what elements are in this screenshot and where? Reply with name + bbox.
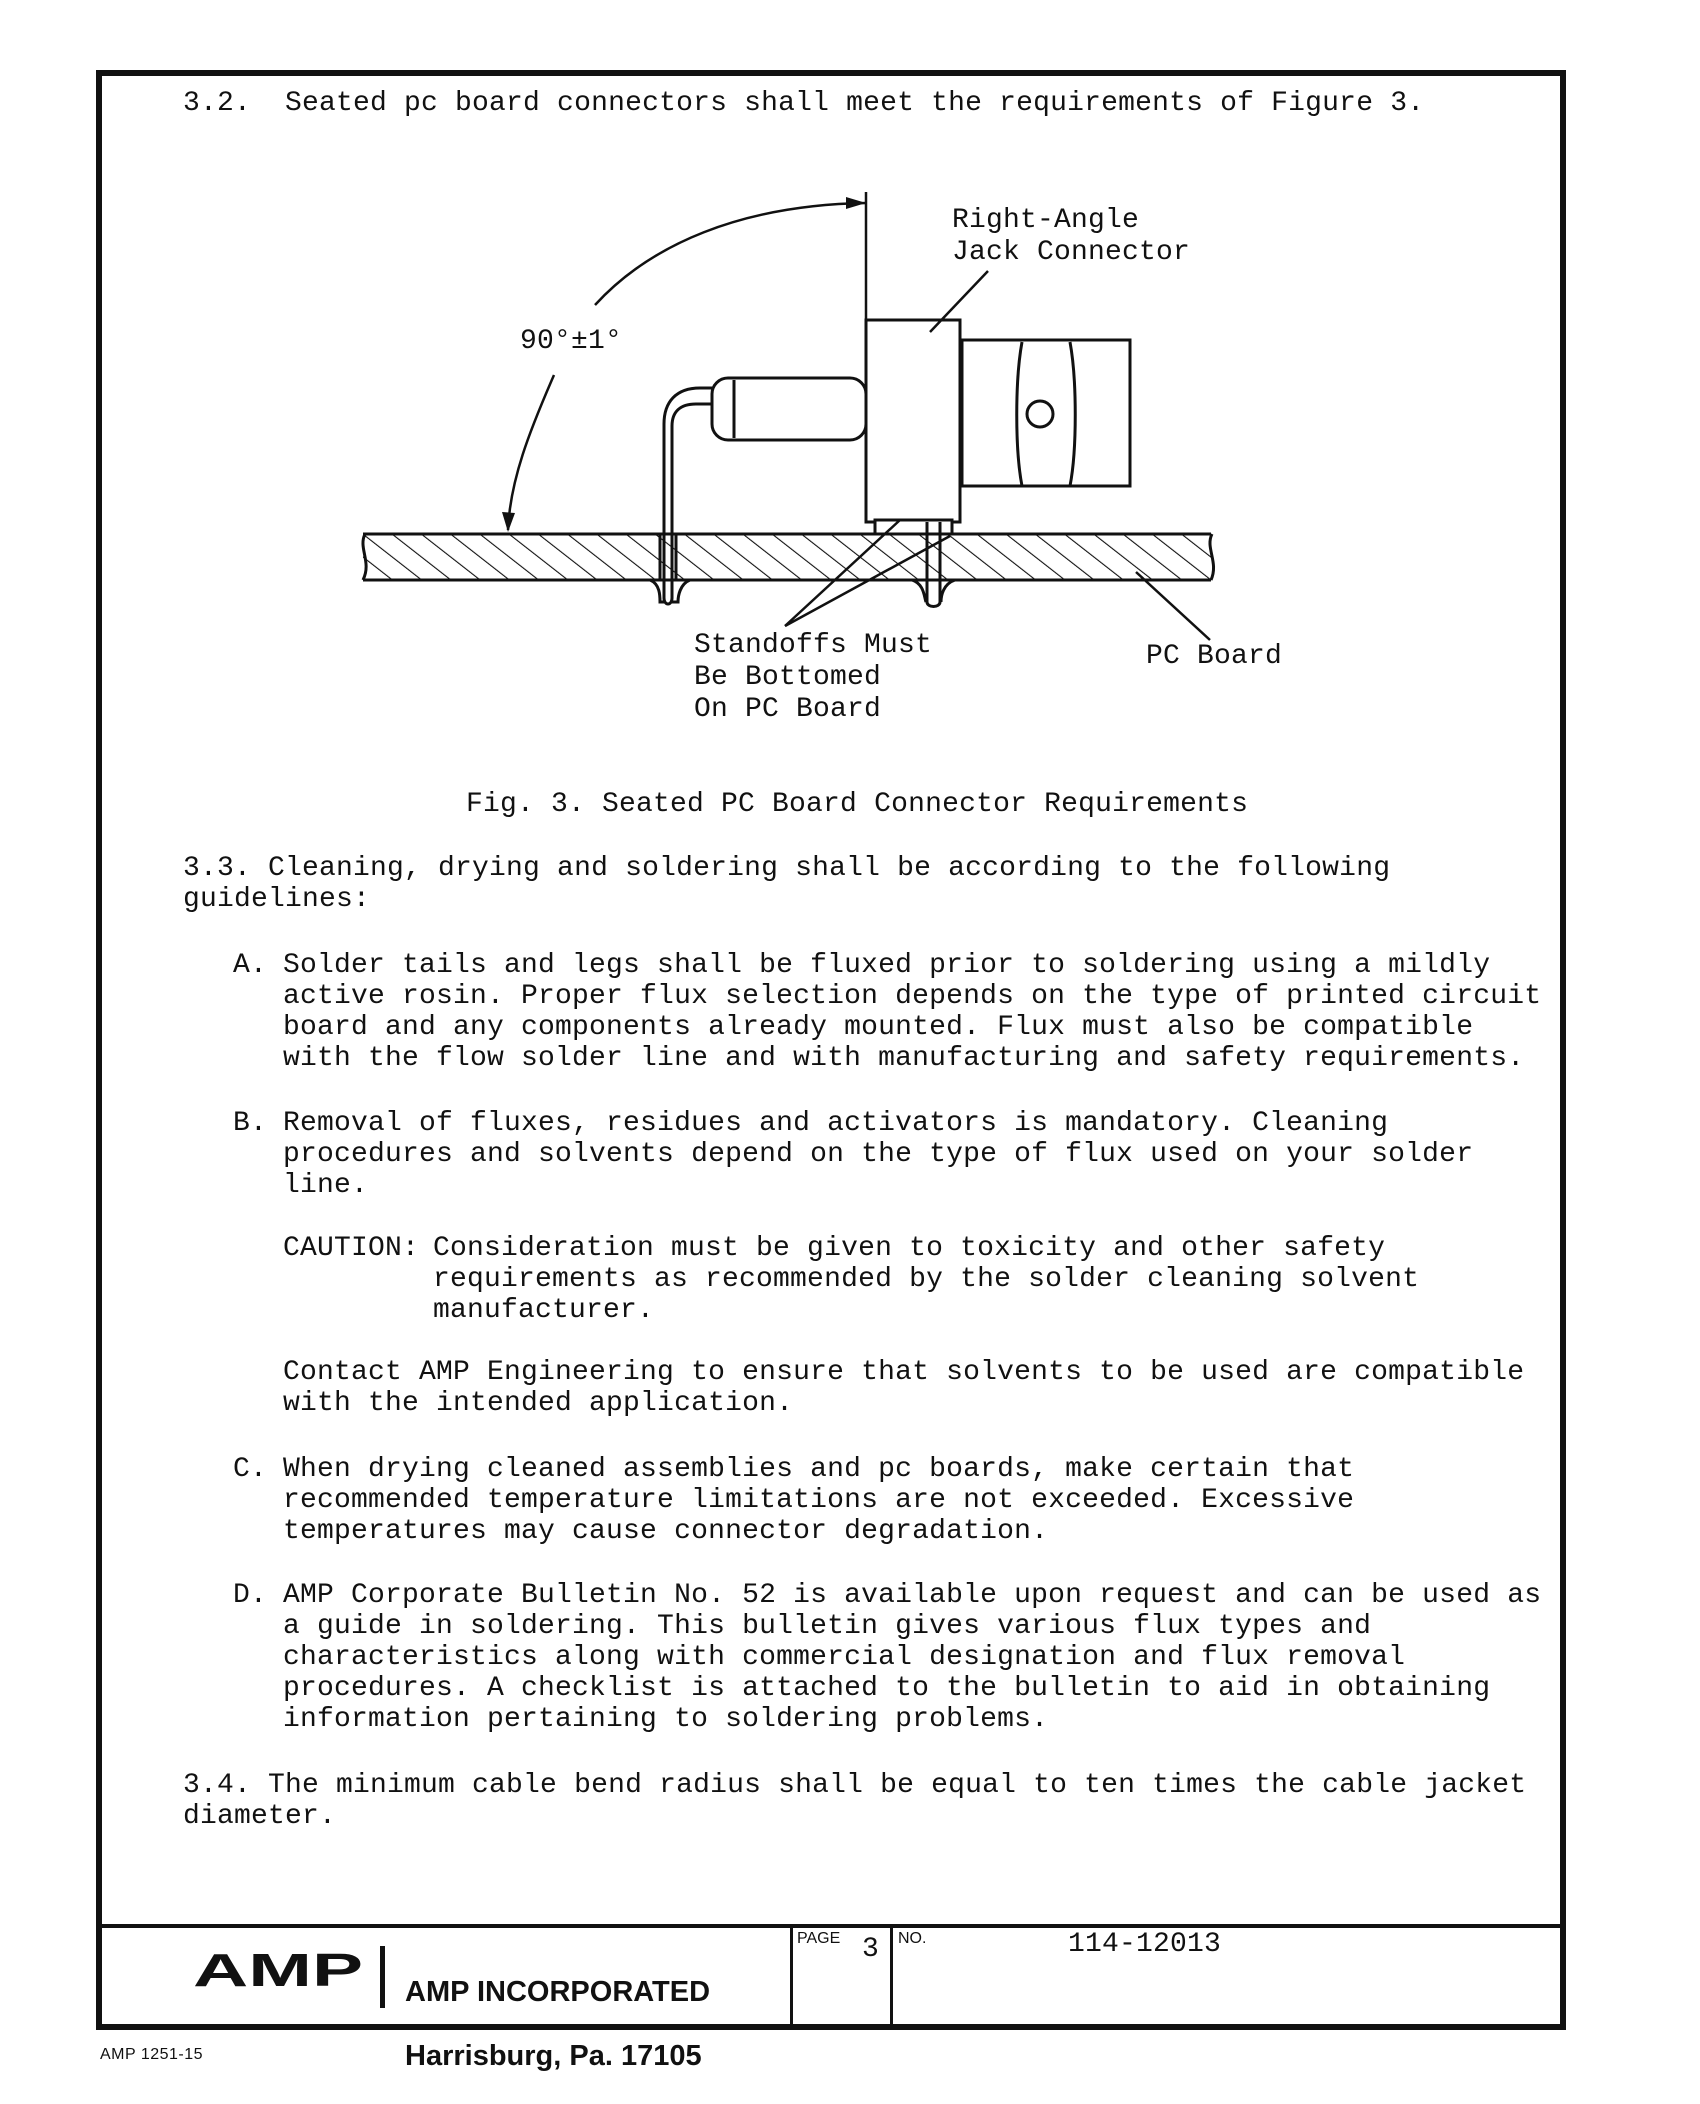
form-number: AMP 1251-15 <box>100 2046 204 2063</box>
connector-body <box>866 320 1130 534</box>
footer-vline-no <box>890 1926 893 2030</box>
document-number: 114-12013 <box>1068 1929 1222 1960</box>
item-b-letter: B. <box>233 1108 268 1139</box>
caution-text: Consideration must be given to toxicity and other safety requirements as recommended by the solder cleaning solvent manufacturer. <box>433 1233 1420 1326</box>
item-b-text: Removal of fluxes, residues and activators is mandatory. Cleaning procedures and solvents depend on the type of flux used on your solder line. <box>283 1108 1474 1201</box>
company-name <box>405 1944 710 2104</box>
pc-board <box>363 534 1214 580</box>
no-label: NO. <box>898 1930 927 1947</box>
item-a-letter: A. <box>233 950 268 981</box>
angle-indicator <box>502 192 866 532</box>
pc-board-label: PC Board <box>1146 641 1283 672</box>
page-label: PAGE <box>797 1930 841 1947</box>
section-3-3-heading: 3.3. Cleaning, drying and soldering shall be according to the following guidelines: <box>183 853 1391 915</box>
item-c-text: When drying cleaned assemblies and pc boards, make certain that recommended temperature limitations are not exceeded. Excessive temperatures may cause connector degradation. <box>283 1454 1355 1547</box>
company-line-1: AMP INCORPORATED <box>405 1976 711 2008</box>
contact-text: Contact AMP Engineering to ensure that solvents to be used are compatible with the intended application. <box>283 1357 1525 1419</box>
standoffs-label: Standoffs Must Be Bottomed On PC Board <box>694 630 933 725</box>
section-3-4-text: 3.4. The minimum cable bend radius shall be equal to ten times the cable jacket diameter. <box>183 1770 1527 1832</box>
amp-logo <box>193 1950 365 1992</box>
page-number: 3 <box>862 1934 880 1965</box>
footer-vline-page <box>790 1926 793 2030</box>
figure-caption: Fig. 3. Seated PC Board Connector Requirements <box>466 789 1249 820</box>
footer-vline-company <box>380 1946 385 2008</box>
section-3-2-text: 3.2. Seated pc board connectors shall meet the requirements of Figure 3. <box>183 88 1425 119</box>
company-line-2: Harrisburg, Pa. 17105 <box>405 2040 702 2072</box>
item-d-letter: D. <box>233 1580 268 1611</box>
item-a-text: Solder tails and legs shall be fluxed prior to soldering using a mildly active rosin. Proper flux selection depends on the type of printed circuit board and any components already mounted. Flux must also be compatible with the flow solder line and with manufacturing and safety requirements. <box>283 950 1542 1074</box>
footer-divider <box>96 1924 1566 1928</box>
connector-label: Right-Angle Jack Connector <box>952 205 1191 268</box>
svg-text:AMP: AMP <box>193 1950 363 1992</box>
angle-label: 90°±1° <box>520 326 623 357</box>
item-c-letter: C. <box>233 1454 268 1485</box>
item-d-text: AMP Corporate Bulletin No. 52 is available upon request and can be used as a guide in soldering. This bulletin gives various flux types and characteristics along with commercial designation and flux removal procedures. A checklist is attached to the bulletin to aid in obtaining information pertaining to soldering problems. <box>283 1580 1542 1735</box>
caution-label: CAUTION: <box>283 1233 420 1264</box>
